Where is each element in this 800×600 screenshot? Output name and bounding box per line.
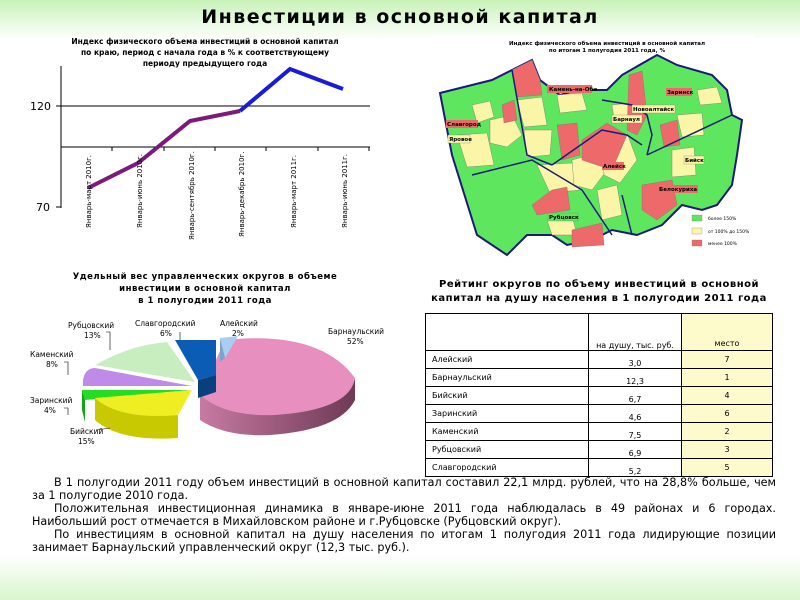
cell-value: 6,7 <box>589 387 682 405</box>
cell-rank: 6 <box>682 405 773 423</box>
table-title-line: капитал на душу населения в 1 полугодии 2011 года <box>431 293 767 304</box>
pie-title-line: Удельный вес управленческих округов в объеме <box>72 272 338 282</box>
line-chart <box>0 0 400 260</box>
city-label: Яровое <box>449 137 472 143</box>
pie-chart <box>20 310 400 460</box>
cell-value: 6,9 <box>589 441 682 459</box>
pie-title-line: инвестиции в основной капитал <box>119 284 291 294</box>
paragraph-1: В 1 полугодии 2011 году объем инвестиций в основной капитал составил 22,1 млрд. рублей, что на 28,8% больше, чем за 1 полугодие 2010 года. <box>32 476 776 502</box>
cell-rank: 1 <box>682 369 773 387</box>
xtick-label: Январь-март 2010г. <box>85 155 93 228</box>
city-label: Новоалтайск <box>633 107 675 113</box>
city-label: Камень-на-Оби <box>549 87 598 93</box>
city-label: Барнаул <box>613 117 640 123</box>
map-title-line: Индекс физического объема инвестиций в основной капитал <box>508 41 706 47</box>
pie-pct: 52% <box>347 337 364 346</box>
legend-label: от 100% до 150% <box>708 230 750 235</box>
table-header-row <box>426 314 773 351</box>
xtick-label: Январь-сентябрь 2010г. <box>188 151 196 240</box>
pie-label-rubtsovsky: Рубцовский <box>68 321 115 330</box>
cell-district: Заринский <box>426 405 589 423</box>
pie-label-slavgorodsky: Славгородский <box>135 319 196 328</box>
xtick-label: Январь-июнь 2010г. <box>136 153 144 228</box>
table-row <box>426 351 773 369</box>
cell-district: Славгородский <box>426 459 589 477</box>
header-district <box>426 314 589 351</box>
xtick-label: Январь-июнь 2011г. <box>341 153 349 228</box>
cell-district: Бийский <box>426 387 589 405</box>
cell-district: Барнаульский <box>426 369 589 387</box>
pie-label-zarinsky: Заринский <box>30 396 73 405</box>
pie-chart-title <box>25 271 385 307</box>
line-chart-title-line: по краю, период с начала года в % к соответствующему <box>81 48 329 57</box>
region-map <box>432 35 754 257</box>
cell-value: 7,5 <box>589 423 682 441</box>
pie-label-aleisky: Алейский <box>220 319 258 328</box>
pie-pct: 2% <box>232 329 244 338</box>
pie-pct: 6% <box>160 329 172 338</box>
cell-value: 4,6 <box>589 405 682 423</box>
pie-label-barnaulsky: Барнаульский <box>328 327 385 336</box>
ytick-120: 120 <box>30 100 51 113</box>
pie-pct: 4% <box>44 406 56 415</box>
cell-value: 12,3 <box>589 369 682 387</box>
cell-rank: 5 <box>682 459 773 477</box>
xtick-label: Январь-декабрь 2010г. <box>238 151 246 237</box>
paragraph-3: По инвестициям в основной капитал на душу населения по итогам 1 полугодия 2011 года лидирующие позиции занимает Барнаульский управленческий округ (12,3 тыс. руб.). <box>32 528 776 554</box>
city-label: Заринск <box>667 90 694 96</box>
cell-district: Алейский <box>426 351 589 369</box>
line-chart-title-line: Индекс физического объема инвестиций в основной капитал <box>71 37 339 46</box>
table-row <box>426 441 773 459</box>
paragraph-2: Положительная инвестиционная динамика в январе-июне 2011 года наблюдалась в 49 районах и 6 городах. Наибольший рост отмечается в Михайловском районе и г.Рубцовске (Рубцовский округ). <box>32 502 776 528</box>
header-rank: место <box>682 314 773 351</box>
table-row <box>426 423 773 441</box>
city-label: Алейск <box>603 164 626 170</box>
city-label: Белокуриха <box>659 187 698 193</box>
table-row <box>426 387 773 405</box>
xtick-label: Январь-март 2011г. <box>290 155 298 228</box>
table-title <box>418 278 780 306</box>
header-per-capita: на душу, тыс. руб. <box>589 314 682 351</box>
legend-label: более 150% <box>708 217 737 222</box>
pie-label-biysky: Бийский <box>70 427 104 436</box>
table-row <box>426 369 773 387</box>
cell-value: 3,0 <box>589 351 682 369</box>
cell-rank: 7 <box>682 351 773 369</box>
cell-rank: 4 <box>682 387 773 405</box>
cell-value: 5,2 <box>589 459 682 477</box>
ytick-70: 70 <box>36 201 50 214</box>
map-title-line: по итогам 1 полугодия 2011 года, % <box>548 48 666 54</box>
table-row <box>426 459 773 477</box>
pie-pct: 13% <box>84 331 101 340</box>
summary-text <box>32 476 776 554</box>
pie-label-kamensky: Каменский <box>30 350 74 359</box>
pie-pct: 8% <box>46 360 58 369</box>
cell-district: Рубцовский <box>426 441 589 459</box>
page-title: Инвестиции в основной капитал <box>201 6 599 28</box>
cell-rank: 2 <box>682 423 773 441</box>
city-label: Рубцовск <box>549 215 579 221</box>
line-chart-title-line: периоду предыдущего года <box>142 59 268 68</box>
pie-title-line: в 1 полугодии 2011 года <box>138 296 272 306</box>
legend-label: менее 100% <box>708 242 737 247</box>
pie-pct: 15% <box>78 437 95 446</box>
city-label: Славгород <box>447 122 482 128</box>
cell-district: Каменский <box>426 423 589 441</box>
city-label: Бийск <box>685 158 704 164</box>
series-2011-line <box>240 69 343 111</box>
table-row <box>426 405 773 423</box>
rating-table <box>425 313 773 477</box>
map-legend <box>692 215 750 247</box>
cell-rank: 3 <box>682 441 773 459</box>
table-title-line: Рейтинг округов по объему инвестиций в основной <box>438 279 760 290</box>
